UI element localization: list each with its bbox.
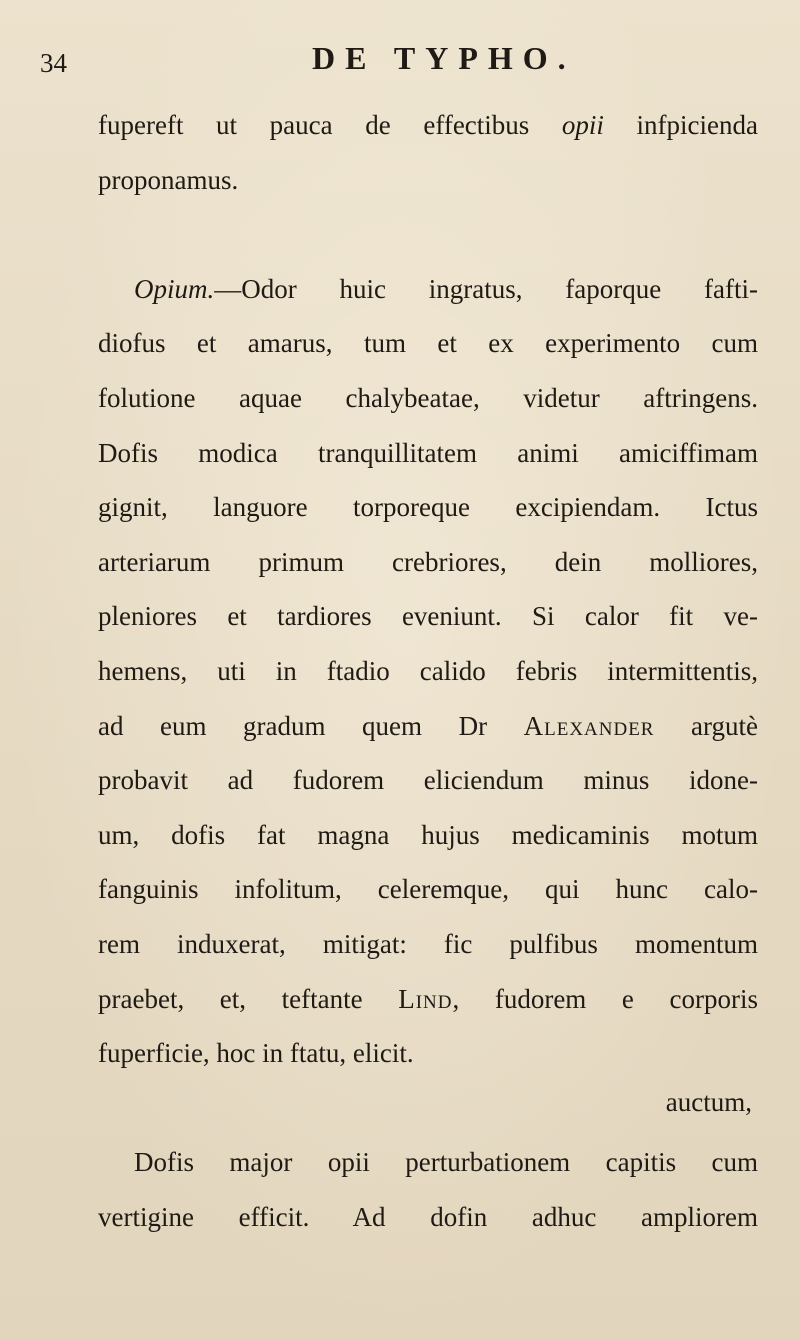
text-line: arteriarum primum crebriores, dein molliores, bbox=[98, 546, 758, 577]
text-line: pleniores et tardiores eveniunt. Si calor fit ve- bbox=[98, 601, 758, 632]
text-line: rem induxerat, mitigat: fic pulfibus momentum bbox=[98, 928, 758, 959]
text-line: Dofis modica tranquillitatem animi amiciffimam bbox=[98, 437, 758, 468]
page-header bbox=[0, 32, 800, 92]
running-head: DE TYPHO. bbox=[312, 40, 576, 76]
text-line: fupereft ut pauca de effectibus opii infpicienda bbox=[98, 110, 758, 140]
text-line: folutione aquae chalybeatae, videtur aftringens. bbox=[98, 382, 758, 413]
text-line: gignit, languore torporeque excipiendam. Ictus bbox=[98, 492, 758, 523]
text-line: diofus et amarus, tum et ex experimento cum bbox=[98, 328, 758, 359]
text-line: praebet, et, teftante Lind, fudorem e corporis bbox=[98, 983, 758, 1014]
text-line: fanguinis infolitum, celeremque, qui hunc calo- bbox=[98, 874, 758, 905]
text-line: probavit ad fudorem eliciendum minus idone- bbox=[98, 765, 758, 796]
page-number: 34 bbox=[40, 48, 67, 78]
text-line: um, dofis fat magna hujus medicaminis motum bbox=[98, 819, 758, 850]
author-name: Lind bbox=[398, 983, 453, 1014]
text-line: fuperficie, hoc in ftatu, elicit. bbox=[98, 1038, 414, 1069]
body-text bbox=[98, 98, 758, 1244]
text-line: hemens, uti in ftadio calido febris intermittentis, bbox=[98, 655, 758, 686]
catchword: auctum, bbox=[665, 1087, 752, 1117]
text-line: ad eum gradum quem Dr Alexander argutè bbox=[98, 710, 758, 741]
author-name: Alexander bbox=[523, 710, 655, 741]
paragraph-gap bbox=[98, 207, 758, 262]
text-line: Opium.—Odor huic ingratus, faporque fafti- bbox=[134, 273, 758, 304]
text-line: Dofis major opii perturbationem capitis cum bbox=[134, 1147, 758, 1178]
text-line: proponamus. bbox=[98, 164, 239, 195]
text-line: vertigine efficit. Ad dofin adhuc ampliorem bbox=[98, 1201, 758, 1232]
